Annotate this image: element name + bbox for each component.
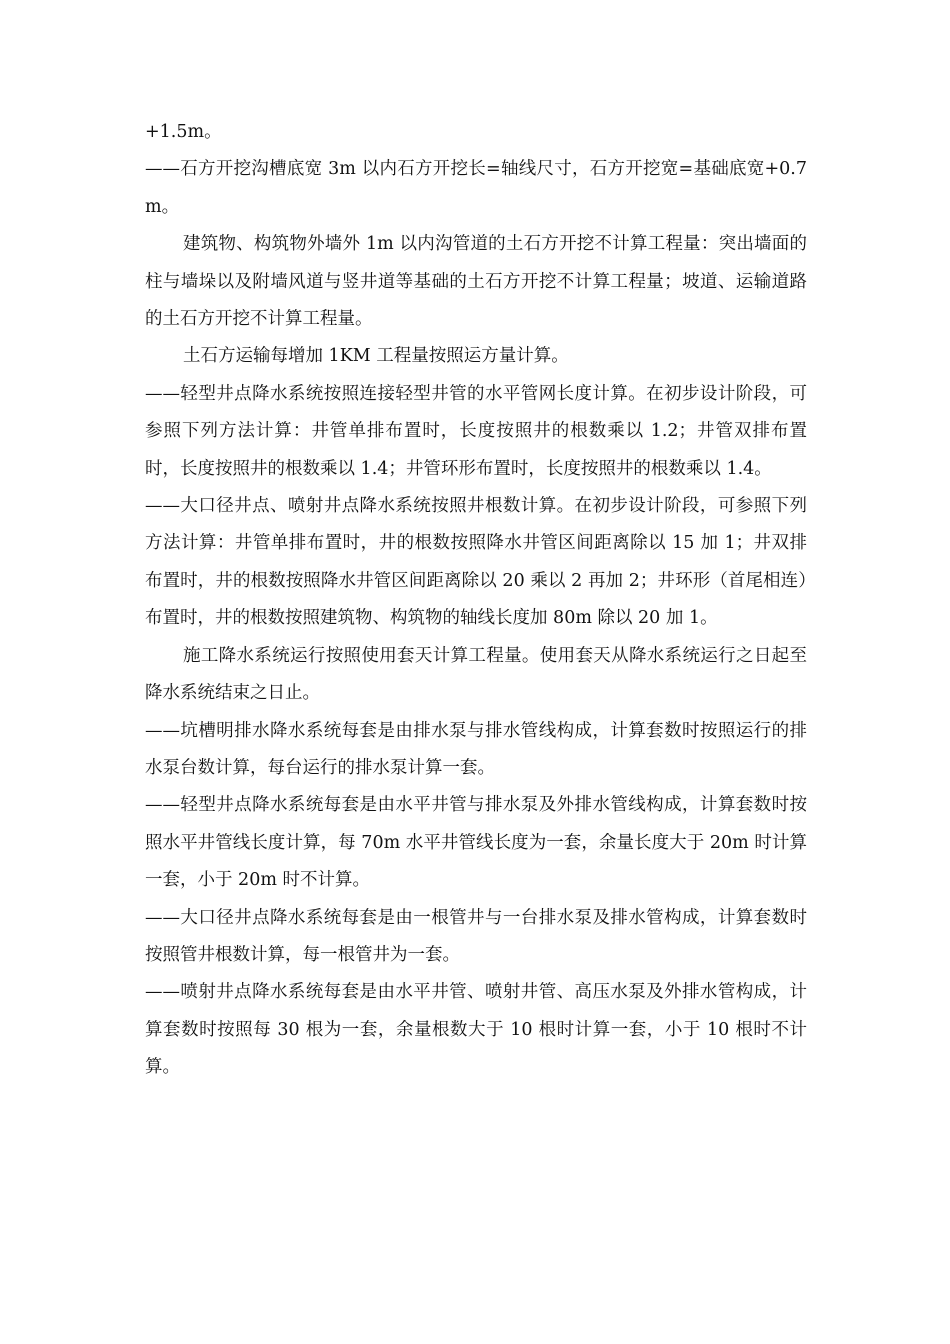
paragraph-9: ——轻型井点降水系统每套是由水平井管与排水泵及外排水管线构成，计算套数时按照水平井管线长度计算，每 70m 水平井管线长度为一套，余量长度大于 20m 时计算一套，小于 20m 时不计算。 <box>145 795 807 891</box>
paragraph-6: ——大口径井点、喷射井点降水系统按照井根数计算。在初步设计阶段，可参照下列方法计算：井管单排布置时，井的根数按照降水井管区间距离除以 15 加 1；井双排布置时，井的根数按照降水井管区间距离除以 20 乘以 2 再加 2；井环形（首尾相连）布置时，井的根数按照建筑物、构筑物的轴线长度加 80m 除以 20 加 1。 <box>145 496 807 629</box>
paragraph-10: ——大口径井点降水系统每套是由一根管井与一台排水泵及排水管构成，计算套数时按照管井根数计算，每一根管井为一套。 <box>145 907 807 965</box>
paragraph-5: ——轻型井点降水系统按照连接轻型井管的水平管网长度计算。在初步设计阶段，可参照下列方法计算：井管单排布置时，长度按照井的根数乘以 1.2；井管双排布置时，长度按照井的根数乘以 1.4；井管环形布置时，长度按照井的根数乘以 1.4。 <box>145 383 807 479</box>
paragraph-2: ——石方开挖沟槽底宽 3m 以内石方开挖长=轴线尺寸，石方开挖宽=基础底宽+0.7m。 <box>145 159 807 217</box>
paragraph-7: 施工降水系统运行按照使用套天计算工程量。使用套天从降水系统运行之日起至降水系统结束之日止。 <box>145 645 807 704</box>
paragraph-3: 建筑物、构筑物外墙外 1m 以内沟管道的土石方开挖不计算工程量：突出墙面的柱与墙垛以及附墙风道与竖井道等基础的土石方开挖不计算工程量；坡道、运输道路的土石方开挖不计算工程量。 <box>145 234 807 330</box>
paragraph-11: ——喷射井点降水系统每套是由水平井管、喷射井管、高压水泵及外排水管构成，计算套数时按照每 30 根为一套，余量根数大于 10 根时计算一套，小于 10 根时不计算。 <box>145 982 807 1078</box>
paragraph-8: ——坑槽明排水降水系统每套是由排水泵与排水管线构成，计算套数时按照运行的排水泵台数计算，每台运行的排水泵计算一套。 <box>145 720 807 778</box>
paragraph-4: 土石方运输每增加 1KM 工程量按照运方量计算。 <box>183 346 569 367</box>
paragraph-1: +1.5m。 <box>145 122 222 142</box>
document-page <box>145 114 807 1087</box>
